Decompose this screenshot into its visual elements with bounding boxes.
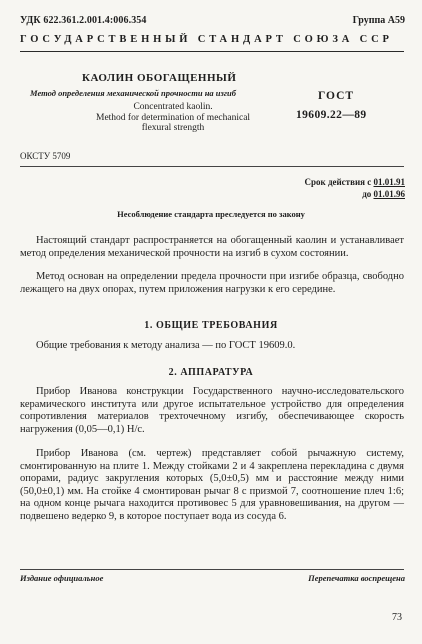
reprint-prohibited-label: Перепечатка воспрещена: [308, 573, 405, 583]
section-2-heading: 2. АППАРАТУРА: [168, 367, 254, 378]
section-2-paragraph-1: [20, 386, 404, 436]
method-paragraph: [20, 271, 404, 296]
section-1-body: [20, 340, 404, 353]
intro-paragraph: [20, 235, 404, 260]
okstu-code: ОКСТУ 5709: [20, 151, 71, 161]
document-subtitle: Метод определения механической прочности на изгиб: [30, 88, 236, 98]
group-code: Группа А59: [352, 15, 405, 26]
gost-label: ГОСТ: [318, 90, 355, 102]
section-1-text: Общие требования к методу анализа — по ГОСТ 19609.0.: [36, 340, 296, 351]
validity-from: [305, 176, 406, 188]
validity-from-date: 01.01.91: [373, 177, 405, 187]
footer-rule: [20, 569, 404, 570]
validity-to: [305, 188, 406, 200]
validity-from-label: Срок действия с: [304, 177, 372, 187]
violation-notice: Несоблюдение стандарта преследуется по закону: [117, 209, 305, 219]
english-title-line: flexural strength: [141, 123, 205, 133]
middle-rule: [20, 166, 404, 167]
section-2-text-2: Прибор Иванова (см. чертеж) представляет собой рычажную систему, смонтированную на плите 1. Между стойками 2 и 4 закреплена перекладина с двумя опорами, радиус закругления которых (5,0±0,5) мм и расстояние между ними (50,0±0,1) мм. На стойке 4 смонтирован рычаг 8 с призмой 7, соотношение плеч 1:6; на одном конце рычага находится противовес 5 для уравновешивания, на другом — подвешено ведерко 9, в которое поступает вода из сосуда 6.: [20, 448, 404, 522]
section-2-text-1: Прибор Иванова конструкции Государственного научно-исследовательского керамического института или другое испытательное устройство для определения сопротивления материалов трехточечному изгибу, обеспечивающее скорость нагружения (0,05—0,1) Н/с.: [20, 386, 404, 435]
english-title: [96, 102, 250, 134]
english-title-line: Method for determination of mechanical: [96, 112, 251, 123]
document-title: КАОЛИН ОБОГАЩЕННЫЙ: [82, 72, 237, 84]
top-rule: [20, 51, 404, 52]
english-title-line: Concentrated kaolin.: [133, 102, 213, 112]
validity-to-label: до: [362, 189, 372, 199]
official-edition-label: Издание официальное: [20, 573, 104, 583]
section-2-paragraph-2: [20, 448, 404, 524]
validity-period: [305, 176, 406, 200]
udk-code: УДК 622.361.2.001.4:006.354: [20, 15, 147, 26]
method-text: Метод основан на определении предела прочности при изгибе образца, свободно лежащего на двух опорах, путем приложения нагрузки к его середине.: [20, 271, 404, 295]
validity-to-date: 01.01.96: [373, 189, 405, 199]
section-1-heading: 1. ОБЩИЕ ТРЕБОВАНИЯ: [144, 320, 278, 331]
page-number: 73: [392, 612, 402, 623]
gost-number: 19609.22—89: [296, 109, 367, 121]
standard-banner: ГОСУДАРСТВЕННЫЙ СТАНДАРТ СОЮЗА ССР: [20, 34, 393, 45]
intro-text: Настоящий стандарт распространяется на обогащенный каолин и устанавливает метод определения механической прочности на изгиб в сухом состоянии.: [20, 235, 404, 259]
